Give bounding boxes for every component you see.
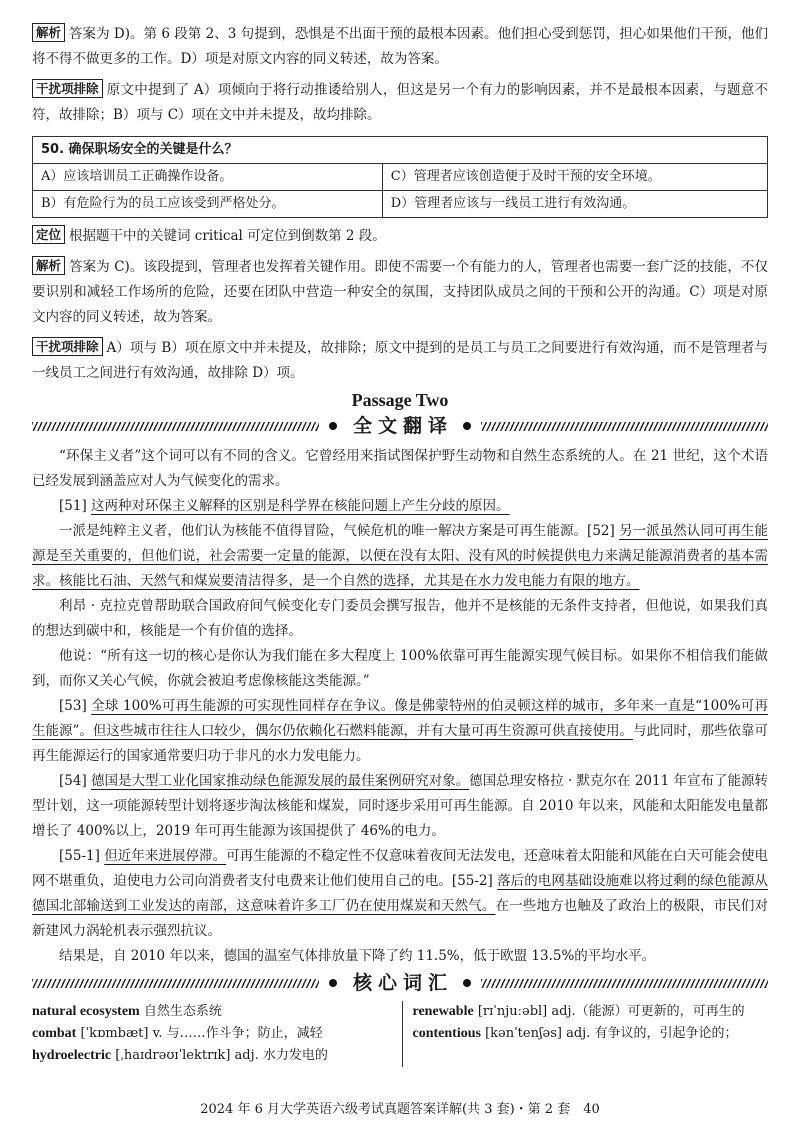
translation-text: 德国总理安格拉 · 默克尔在 2011 年宣布了能源转型计划，这一项能源转型计划将逐步淘汰核能和煤炭，同时逐步采用可再生能源。自 2010 年以来，风能和太阳能发电量都增长了 400%以上，2019 年可再生能源为该国提供了 46%的电力。 [32, 773, 769, 839]
question-marker: [54] [59, 773, 87, 789]
vocab-definition: [rɪˈnjuːəbl] adj.（能源）可更新的，可再生的 [477, 1004, 745, 1019]
q50-question-table [32, 136, 768, 218]
translation-text: 一派是纯粹主义者，他们认为核能不值得冒险，气候危机的唯一解决方案是可再生能源。 [59, 523, 588, 539]
translation-paragraph-5: 他说：“所有这一切的核心是你认为我们能在多大程度上 100%依靠可再生能源实现气候目标。如果你不相信我们能做到，而你又关心气候，你就会被迫考虑像核能这类能源。” [32, 648, 768, 689]
vocab-word: contentious [412, 1026, 481, 1041]
q50-analysis [32, 255, 768, 330]
translation-paragraph-6 [32, 694, 768, 769]
underlined-answer-sentence: 落后的电网基础设施难以将过剩的绿色能源从德国北部输送到工业发达的南部，这意味着许多工厂仍在使用煤炭和天然气。 [32, 873, 769, 914]
q50-locate-text: 根据题干中的关键词 critical 可定位到倒数第 2 段。 [69, 228, 386, 244]
vocab-word: combat [32, 1026, 77, 1041]
translation-paragraph-8 [32, 844, 768, 944]
translation-paragraph-4: 利昂 · 克拉克曾帮助联合国政府间气候变化专门委员会撰写报告，他并不是核能的无条件支持者，但他说，如果我们真的想达到碳中和，核能是一个有价值的选择。 [32, 598, 768, 639]
page-footer: 2024 年 6 月大学英语六级考试真题答案详解(共 3 套)・第 2 套 40 [200, 1102, 600, 1117]
underlined-answer-sentence: 这两种对环保主义解释的区别是科学界在核能问题上产生分歧的原因。 [91, 498, 510, 514]
vocab-section-header [32, 969, 768, 997]
translation-paragraph-1: “环保主义者”这个词可以有不同的含义。它曾经用来指试图保护野生动物和自然生态系统的人。在 21 世纪，这个术语已经发展到涵盖应对人为气候变化的需求。 [32, 448, 768, 489]
vocab-entry [32, 1001, 388, 1023]
hatch-divider-left [32, 979, 319, 988]
translation-paragraph-7 [32, 769, 768, 844]
underlined-answer-sentence: 但近年来进展停滞。 [104, 848, 227, 864]
vocab-definition: 自然生态系统 [143, 1004, 222, 1019]
vocab-entry [32, 1045, 388, 1067]
vocab-word: hydroelectric [32, 1048, 112, 1063]
translation-section-header [32, 412, 768, 440]
underlined-answer-sentence: 全球 100%可再生能源的可实现性同样存在争议。像是佛蒙特州的伯灵顿这样的城市，多年来一直是“100%可再生能源”。但这些城市往往人口较少，偶尔仍依赖化石燃料能源，并有大量可再生资源可供直接使用。 [32, 698, 768, 739]
hatch-divider-right [481, 422, 768, 431]
q49-distractor [32, 78, 768, 128]
question-marker: [55-1] [59, 848, 100, 864]
q49-analysis [32, 22, 768, 72]
bullet-dot-icon [329, 979, 337, 987]
vocab-word: renewable [412, 1004, 474, 1019]
analysis-tag: 解析 [32, 23, 65, 42]
distractor-tag: 干扰项排除 [32, 79, 103, 98]
q50-question: 50. 确保职场安全的关键是什么？ [33, 137, 768, 164]
q50-analysis-text: 答案为 C)。该段提到，管理者也发挥着关键作用。即使不需要一个有能力的人，管理者也需要一套广泛的技能，不仅要识别和减轻工作场所的危险，还要在团队中营造一种安全的氛围，支持团队成员之间的干预和公开的沟通。C）项是对原文内容的同义转述，故为答案。 [32, 259, 768, 325]
vocab-definition: [ˈkɒmbæt] v. 与……作斗争；防止，减轻 [80, 1026, 323, 1041]
translation-paragraph-2 [32, 494, 768, 519]
q49-distractor-text: 原文中提到了 A）项倾向于将行动推诿给别人，但这是另一个有力的影响因素，并不是最根本因素，与题意不符，故排除；B）项与 C）项在文中并未提及，故均排除。 [32, 82, 768, 123]
vocab-heading: 核心词汇 [353, 971, 454, 994]
q50-option-b: B）有危险行为的员工应该受到严格处分。 [33, 191, 383, 218]
q50-option-c: C）管理者应该创造便于及时干预的安全环境。 [382, 164, 767, 191]
vocab-definition: [kənˈtenʃəs] adj. 有争议的，引起争论的； [485, 1026, 738, 1041]
bullet-dot-icon [329, 422, 337, 430]
q50-option-a: A）应该培训员工正确操作设备。 [33, 164, 383, 191]
hatch-divider-left [32, 422, 319, 431]
translation-text: 可再生能源的不稳定性不仅意味着夜间无法发电，还意味着太阳能和风能在白天可能会使电网不堪重负，迫使电力公司向消费者支付电费来让他们使用自己的电。 [32, 848, 769, 889]
q50-locate [32, 224, 768, 249]
vocab-entry [413, 1023, 769, 1045]
translation-paragraph-9: 结果是，自 2010 年以来，德国的温室气体排放量下降了约 11.5%，低于欧盟 13.5%的平均水平。 [59, 948, 656, 964]
vocab-definition: [ˌhaɪdrəʊɪˈlektrɪk] adj. 水力发电的 [115, 1048, 328, 1063]
question-marker: [51] [59, 498, 87, 514]
bullet-dot-icon [463, 979, 471, 987]
question-marker: [55-2] [451, 873, 493, 889]
distractor-tag: 干扰项排除 [32, 337, 103, 356]
translation-paragraph-3 [32, 519, 768, 594]
vocab-column-left [32, 1001, 402, 1067]
translation-text: 与此同时，那些依靠可再生能源运行的国家通常要归功于非凡的水力发电能力。 [32, 723, 769, 764]
vocab-word: natural ecosystem [32, 1004, 140, 1019]
translation-text: 在一些地方也触及了政治上的极限，市民们对新建风力涡轮机表示强烈抗议。 [32, 898, 769, 939]
vocab-column-right [402, 1001, 769, 1067]
question-marker: [53] [59, 698, 87, 714]
underlined-answer-sentence: 德国是大型工业化国家推动绿色能源发展的最佳案例研究对象。 [91, 773, 470, 789]
q50-distractor [32, 336, 768, 386]
underlined-answer-sentence: 另一派虽然认同可再生能源是至关重要的，但他们说，社会需要一定量的能源，以便在没有太阳、没有风的时候提供电力来满足能源消费者的基本需求。核能比石油、天然气和煤炭要清洁得多，是一个自然的选择，尤其是在水力发电能力有限的地方。 [32, 523, 769, 589]
q50-option-d: D）管理者应该与一线员工进行有效沟通。 [382, 191, 767, 218]
document-page [32, 22, 768, 1067]
hatch-divider-right [481, 979, 768, 988]
question-marker: [52] [587, 523, 615, 539]
q49-analysis-text: 答案为 D)。第 6 段第 2、3 句提到，恐惧是不出面干预的最根本因素。他们担心受到惩罚，担心如果他们干预，他们将不得不做更多的工作。D）项是对原文内容的同义转述，故为答案。 [32, 26, 768, 67]
passage-title: Passage Two [351, 390, 449, 410]
bullet-dot-icon [463, 422, 471, 430]
vocab-list [32, 1001, 768, 1067]
vocab-entry [413, 1001, 769, 1023]
analysis-tag: 解析 [32, 256, 65, 275]
q50-distractor-text: A）项与 B）项在原文中并未提及，故排除；原文中提到的是员工与员工之间要进行有效沟通，而不是管理者与一线员工之间进行有效沟通，故排除 D）项。 [32, 340, 768, 381]
translation-heading: 全文翻译 [353, 414, 454, 437]
vocab-entry [32, 1023, 388, 1045]
locate-tag: 定位 [32, 225, 65, 244]
